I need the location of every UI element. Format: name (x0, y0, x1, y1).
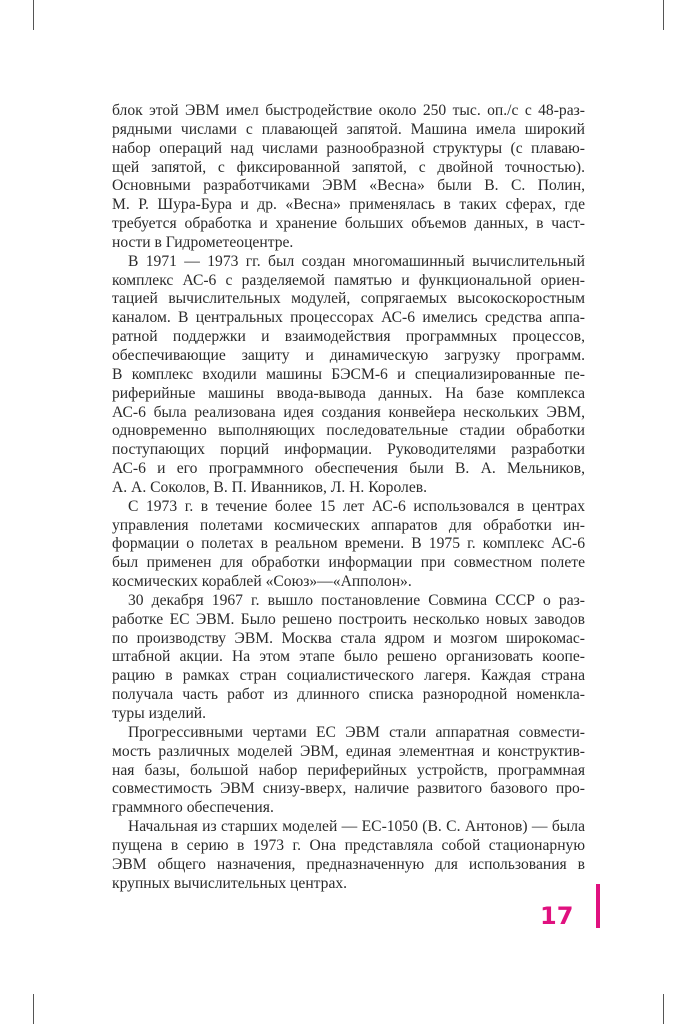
text-line: рацию в рамках стран социалистического лагеря. Каждая страна (112, 667, 585, 685)
text-line: каналом. В центральных процессорах АС-6 имелись средства аппа- (112, 309, 585, 327)
text-line: совместимость ЭВМ снизу-вверх, наличие развитого базового про- (112, 780, 585, 798)
text-line: работке ЕС ЭВМ. Было решено построить несколько новых заводов (112, 610, 585, 628)
page-number: 17 (540, 902, 574, 930)
text-line: был применен для обработки информации при совместном полете (112, 554, 585, 572)
paragraph (112, 253, 585, 498)
text-line: ная базы, большой набор периферийных устройств, программная (112, 761, 585, 779)
text-line: Начальная из старших моделей — ЕС-1050 (В. С. Антонов) — была (128, 818, 585, 836)
text-line: требуется обработка и хранение больших объемов данных, в част- (112, 215, 585, 233)
text-line: щей запятой, с фиксированной запятой, с двойной точностью). (112, 158, 585, 176)
text-line: С 1973 г. в течение более 15 лет АС-6 использовался в центрах (128, 497, 585, 515)
paragraph (112, 102, 585, 253)
text-line: тацией вычислительных модулей, сопрягаемых высокоскоростным (112, 290, 585, 308)
text-line: штабной акции. На этом этапе было решено организовать коопе- (112, 648, 585, 666)
text-line: туры изделий. (112, 705, 207, 722)
crop-mark-bottom-right (663, 994, 664, 1024)
text-line: Основными разработчиками ЭВМ «Весна» были В. С. Полин, (112, 177, 585, 195)
paragraph (112, 818, 585, 893)
text-line: АС-6 была реализована идея создания конвейера нескольких ЭВМ, (112, 403, 585, 421)
text-line: ности в Гидрометеоцентре. (112, 233, 294, 251)
text-line: М. Р. Шура-Бура и др. «Весна» применялась в таких сферах, где (112, 196, 585, 214)
text-line: ратной поддержки и взаимодействия программных процессов, (112, 328, 585, 346)
paragraph (112, 724, 585, 818)
crop-mark-top-right (663, 0, 664, 30)
body-text (112, 102, 585, 893)
crop-mark-bottom-left (33, 994, 34, 1024)
paragraph (112, 592, 585, 724)
text-line: граммного обеспечения. (112, 799, 274, 817)
text-line: АС-6 и его программного обеспечения были В. А. Мельников, (112, 460, 585, 478)
text-line: рядными числами с плавающей запятой. Машина имела широкий (112, 120, 585, 138)
text-line: мость различных моделей ЭВМ, единая элементная и конструктив- (112, 742, 585, 760)
text-line: 30 декабря 1967 г. вышло постановление Совмина СССР о раз- (128, 591, 585, 609)
text-line: ЭВМ общего назначения, предназначенную для использования в (112, 855, 585, 873)
text-line: комплекс АС-6 с разделяемой памятью и функциональной ориен- (112, 271, 585, 289)
text-line: управления полетами космических аппаратов для обработки ин- (112, 516, 585, 534)
text-line: Прогрессивными чертами ЕС ЭВМ стали аппаратная совмести- (128, 723, 585, 741)
text-line: одновременно выполняющих последовательные стадии обработки (112, 422, 585, 440)
crop-mark-top-left (33, 0, 34, 30)
text-line: риферийные машины ввода-вывода данных. На базе комплекса (112, 384, 585, 402)
text-line: космических кораблей «Союз»—«Апполон». (112, 573, 412, 591)
text-line: поступающих порций информации. Руководителями разработки (112, 441, 585, 459)
text-line: крупных вычислительных центрах. (112, 874, 348, 892)
text-line: обеспечивающие защиту и динамическую загрузку программ. (112, 346, 585, 364)
text-line: набор операций над числами разнообразной структуры (с плаваю- (112, 139, 585, 157)
page-accent-bar (596, 884, 600, 928)
text-line: В комплекс входили машины БЭСМ-6 и специализированные пе- (112, 365, 585, 383)
text-line: А. А. Соколов, В. П. Иванников, Л. Н. Королев. (112, 478, 428, 496)
text-line: пущена в серию в 1973 г. Она представляла собой стационарную (112, 836, 585, 854)
text-line: по производству ЭВМ. Москва стала ядром и мозгом широкомас- (112, 629, 585, 647)
paragraph (112, 498, 585, 592)
text-line: формации о полетах в реальном времени. В 1975 г. комплекс АС-6 (112, 535, 585, 553)
text-line: блок этой ЭВМ имел быстродействие около 250 тыс. оп./с с 48-раз- (112, 102, 585, 119)
text-line: В 1971 — 1973 гг. был создан многомашинный вычислительный (128, 252, 585, 270)
text-line: получала часть работ из длинного списка разнородной номенкла- (112, 686, 585, 704)
